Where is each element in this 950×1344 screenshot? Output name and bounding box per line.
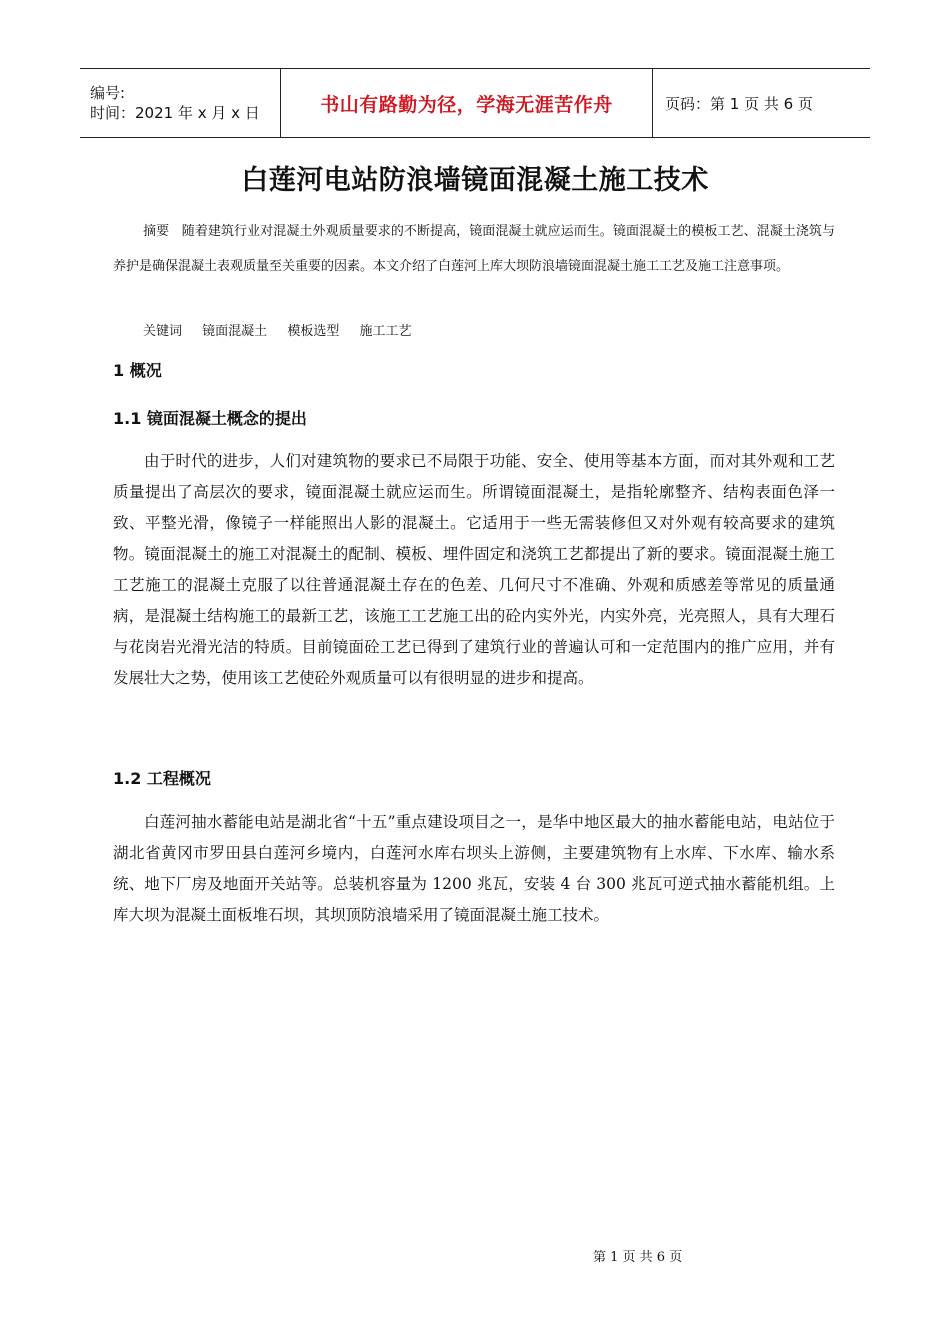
keywords-line [143,320,427,339]
keyword-item: 模板选型 [287,324,340,339]
paragraph-1-2: 白莲河抽水蓄能电站是湖北省“十五”重点建设项目之一，是华中地区最大的抽水蓄能电站，电站位于湖北省黄冈市罗田县白莲河乡境内，白莲河水库右坝头上游侧，主要建筑物有上水库、下水库、输水系统、地下厂房及地面开关站等。总装机容量为 1200 兆瓦，安装 4 台 300 兆瓦可逆式抽水蓄能机组。上库大坝为混凝土面板堆石坝，其坝顶防浪墙采用了镜面混凝土施工技术。 [113,813,835,924]
abstract-block [113,214,835,284]
header-motto-cell [280,69,653,137]
keywords-label: 关键词 [143,324,183,339]
keyword-item: 施工工艺 [359,324,412,339]
header-page-info: 页码：第 1 页 共 6 页 [665,94,813,113]
section-heading-1: 1 概况 [113,361,162,380]
abstract-label: 摘要 [143,224,170,239]
document-title: 白莲河电站防浪墙镜面混凝土施工技术 [241,165,709,196]
header-motto: 书山有路勤为径，学海无涯苦作舟 [320,93,613,116]
abstract-text: 随着建筑行业对混凝土外观质量要求的不断提高，镜面混凝土就应运而生。镜面混凝土的模板工艺、混凝土浇筑与养护是确保混凝土表观质量至关重要的因素。本文介绍了白莲河上库大坝防浪墙镜面混凝土施工工艺及施工注意事项。 [113,224,835,274]
header-table [80,68,870,138]
header-left-cell [80,69,280,137]
section-heading-1-1: 1.1 镜面混凝土概念的提出 [113,409,307,428]
page-footer: 第 1 页 共 6 页 [593,1250,683,1265]
paragraph-1-1: 由于时代的进步，人们对建筑物的要求已不局限于功能、安全、使用等基本方面，而对其外观和工艺质量提出了高层次的要求，镜面混凝土就应运而生。所谓镜面混凝土，是指轮廓整齐、结构表面色泽一致、平整光滑，像镜子一样能照出人影的混凝土。它适用于一些无需装修但又对外观有较高要求的建筑物。镜面混凝土的施工对混凝土的配制、模板、埋件固定和浇筑工艺都提出了新的要求。镜面混凝土施工工艺施工的混凝土克服了以往普通混凝土存在的色差、几何尺寸不准确、外观和质感差等常见的质量通病，是混凝土结构施工的最新工艺，该施工工艺施工出的砼内实外光，内实外亮，光亮照人，具有大理石与花岗岩光滑光洁的特质。目前镜面砼工艺已得到了建筑行业的普遍认可和一定范围内的推广应用，并有发展壮大之势，使用该工艺使砼外观质量可以有很明显的进步和提高。 [113,452,835,687]
document-time: 时间：2021 年 x 月 x 日 [90,104,260,122]
section-heading-1-2: 1.2 工程概况 [113,769,211,788]
keyword-item: 镜面混凝土 [202,324,268,339]
header-page-cell [653,69,870,137]
document-number-label: 编号: [90,84,126,102]
